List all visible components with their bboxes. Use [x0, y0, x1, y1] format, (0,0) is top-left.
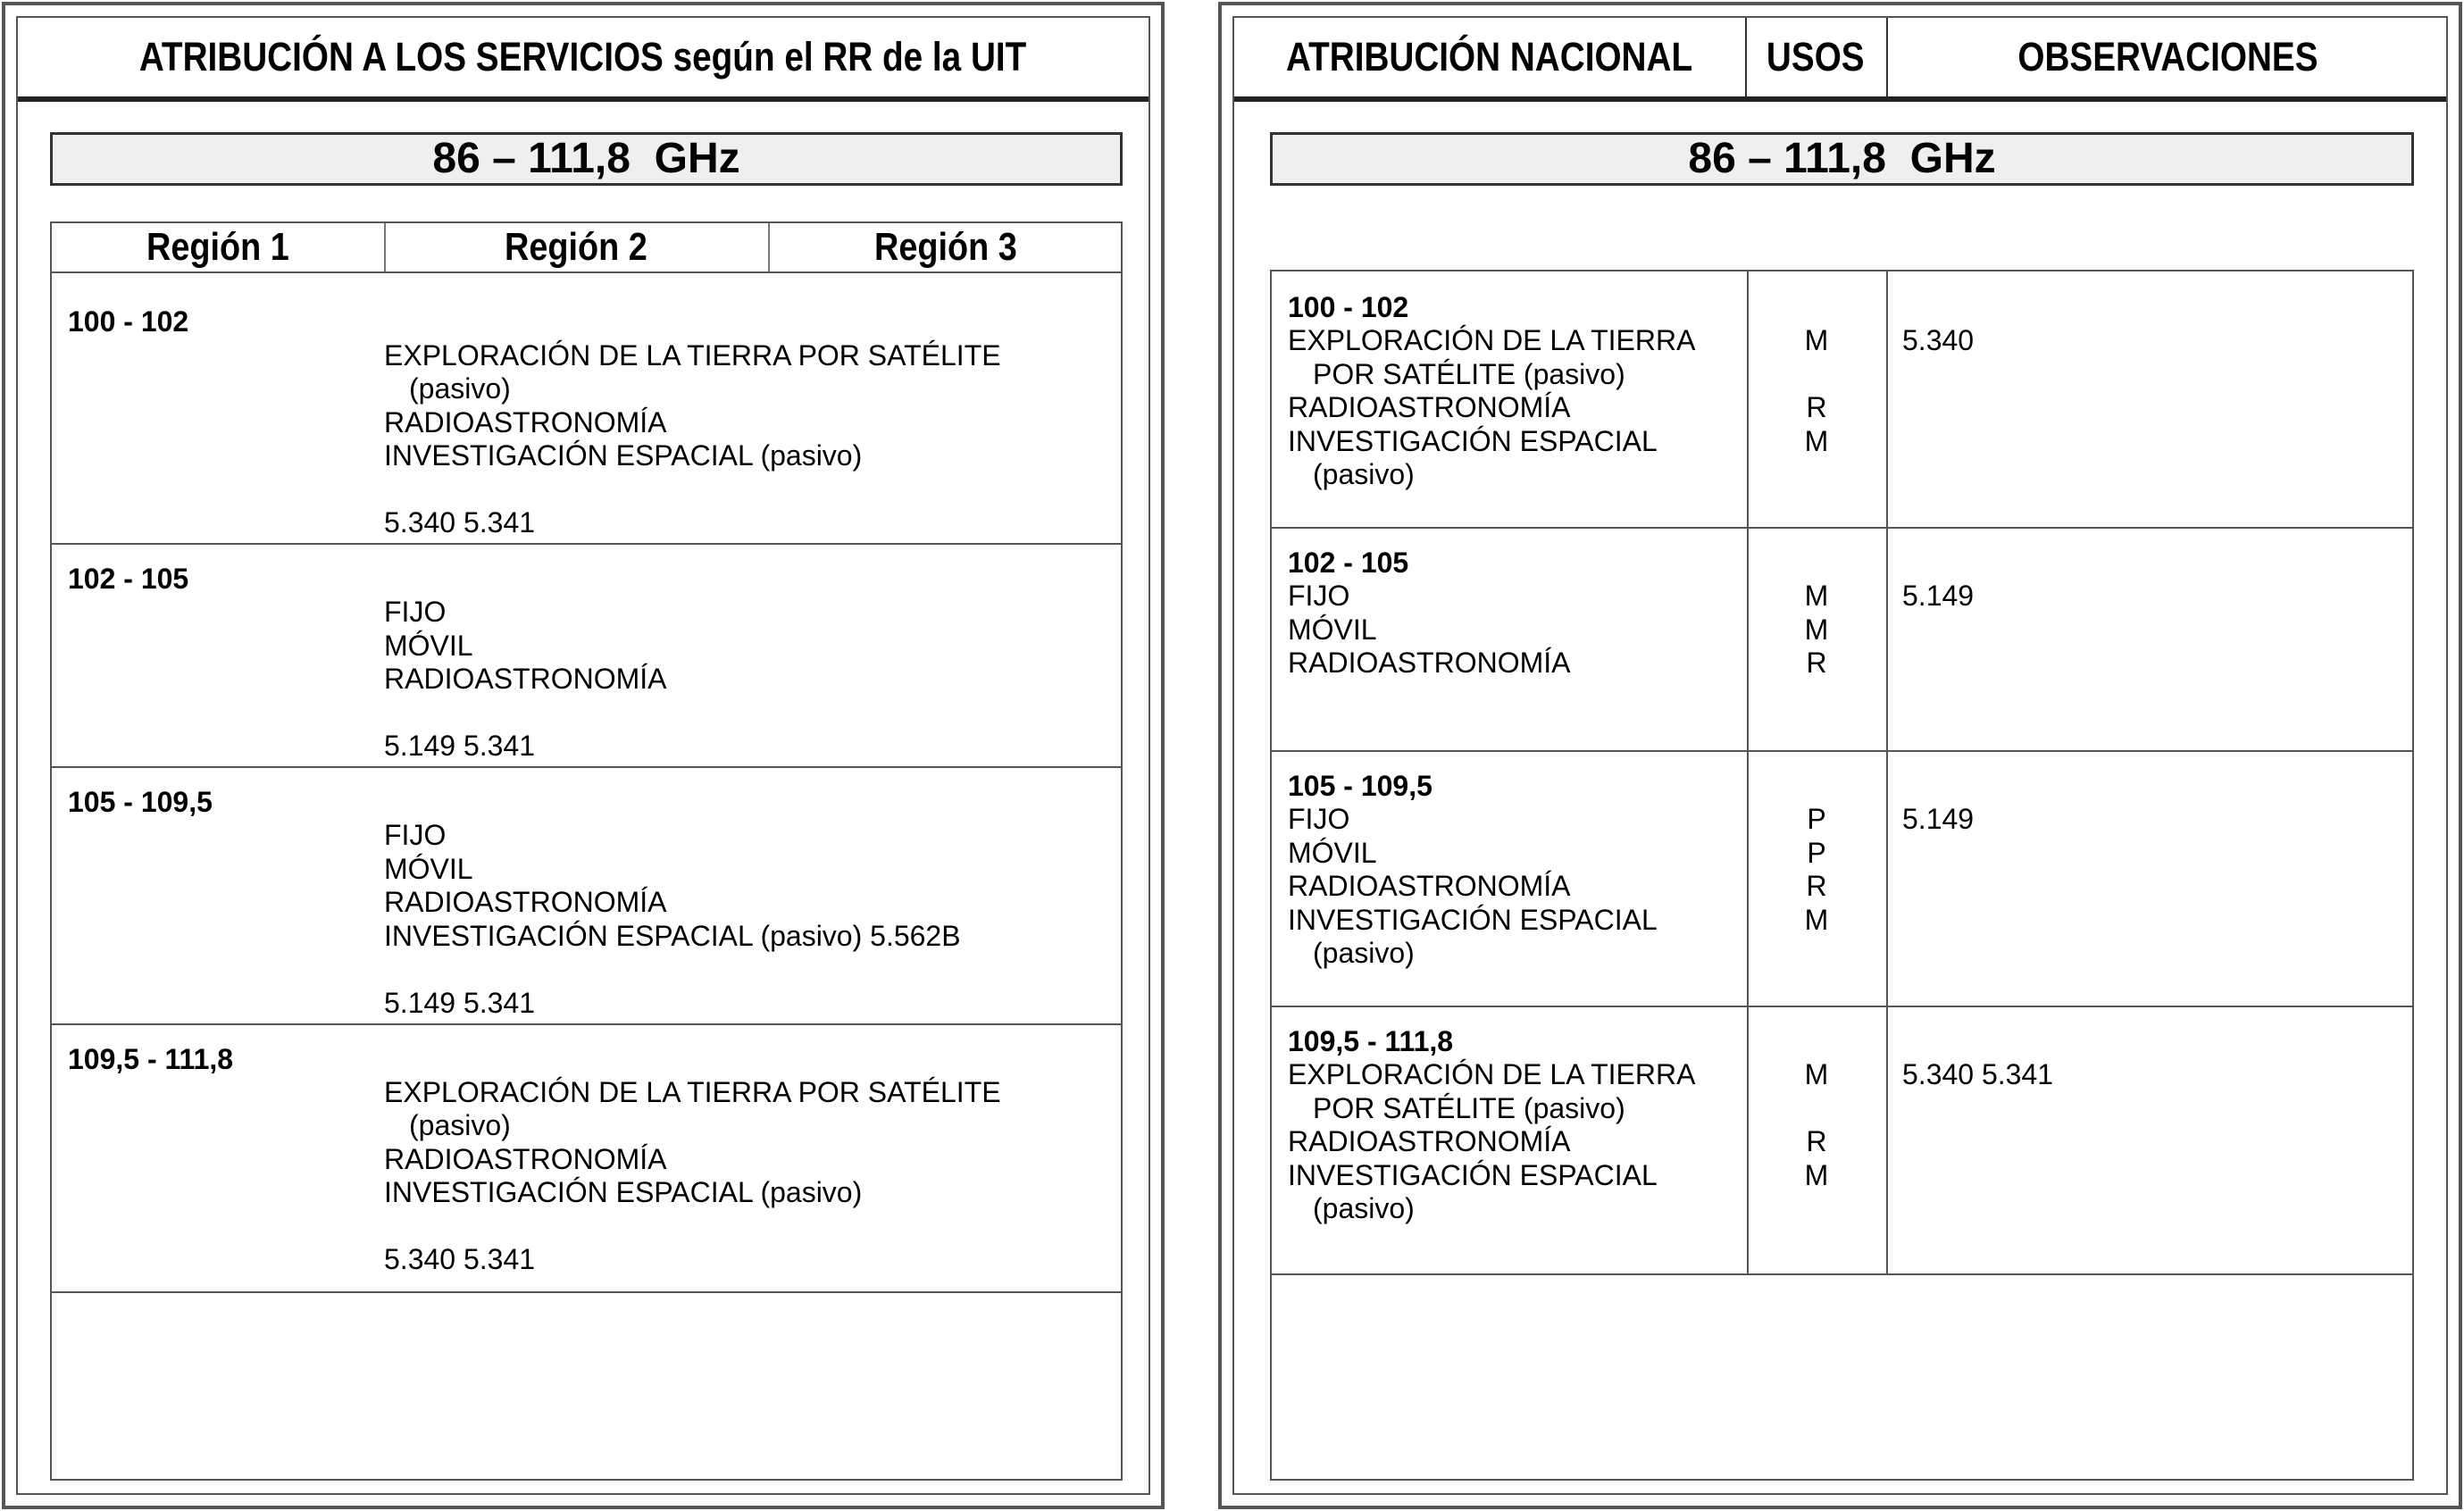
footnotes: 5.340 5.341: [384, 506, 536, 538]
service-line: INVESTIGACIÓN ESPACIAL: [1288, 1159, 1658, 1191]
uso-code: M: [1804, 1058, 1829, 1090]
service-line: RADIOASTRONOMÍA: [1288, 647, 1571, 679]
service-line: FIJO: [384, 819, 447, 851]
region-2-header: Región 2: [505, 225, 647, 269]
service-line: MÓVIL: [1288, 614, 1377, 646]
uso-code: R: [1806, 1125, 1827, 1157]
band-range: 100 - 102: [68, 305, 189, 338]
uso-code: R: [1806, 647, 1827, 679]
band-range: 100 - 102: [1288, 291, 1409, 323]
service-line: INVESTIGACIÓN ESPACIAL (pasivo): [384, 439, 863, 472]
footnotes: 5.340 5.341: [384, 1243, 536, 1275]
service-line: (pasivo): [1313, 937, 1415, 969]
block-divider: [52, 1291, 1121, 1293]
band-range: 102 - 105: [1288, 547, 1409, 579]
service-line: POR SATÉLITE (pasivo): [1313, 358, 1625, 390]
itu-allocation-frame: [16, 16, 1150, 1495]
region-3-header: Región 3: [873, 225, 1017, 269]
national-header: [1234, 18, 2446, 102]
service-line: RADIOASTRONOMÍA: [1288, 1125, 1571, 1157]
block-divider: [52, 766, 1121, 768]
uso-code: M: [1804, 580, 1829, 612]
uso-code: P: [1807, 837, 1826, 869]
block-divider: [1272, 527, 2412, 529]
uso-code: R: [1806, 391, 1827, 423]
service-line: INVESTIGACIÓN ESPACIAL: [1288, 425, 1658, 457]
service-line: RADIOASTRONOMÍA: [384, 886, 667, 918]
band-range: 105 - 109,5: [68, 786, 213, 818]
uso-code: M: [1804, 614, 1829, 646]
national-allocation-panel: [1218, 2, 2462, 1509]
block-divider: [1272, 750, 2412, 752]
service-line: RADIOASTRONOMÍA: [1288, 870, 1571, 902]
column-divider: [1886, 271, 1888, 1273]
service-line: (pasivo): [1313, 1192, 1415, 1224]
service-line: FIJO: [1288, 580, 1350, 612]
service-line: RADIOASTRONOMÍA: [384, 406, 667, 438]
service-line: INVESTIGACIÓN ESPACIAL: [1288, 904, 1658, 936]
uso-code: R: [1806, 870, 1827, 902]
observation: 5.149: [1902, 580, 1975, 612]
itu-band-title: 86 – 111,8 GHz: [50, 132, 1123, 186]
block-divider: [52, 1023, 1121, 1025]
national-table: [1270, 270, 2414, 1481]
uso-code: M: [1804, 425, 1829, 457]
footnotes: 5.149 5.341: [384, 987, 536, 1019]
service-line: (pasivo): [409, 372, 511, 405]
observation: 5.340 5.341: [1902, 1058, 2054, 1090]
service-line: FIJO: [1288, 803, 1350, 835]
band-range: 109,5 - 111,8: [1288, 1025, 1454, 1057]
itu-header: [18, 18, 1148, 102]
service-line: EXPLORACIÓN DE LA TIERRA POR SATÉLITE: [384, 339, 1001, 371]
observation: 5.340: [1902, 324, 1975, 356]
service-line: (pasivo): [409, 1109, 511, 1141]
service-line: EXPLORACIÓN DE LA TIERRA: [1288, 1058, 1696, 1090]
service-line: EXPLORACIÓN DE LA TIERRA POR SATÉLITE: [384, 1076, 1001, 1108]
itu-allocation-panel: [2, 2, 1165, 1509]
service-line: RADIOASTRONOMÍA: [384, 1143, 667, 1175]
service-line: RADIOASTRONOMÍA: [1288, 391, 1571, 423]
service-line: INVESTIGACIÓN ESPACIAL (pasivo) 5.562B: [384, 920, 961, 952]
region-1-header: Región 1: [146, 225, 289, 269]
footnotes: 5.149 5.341: [384, 730, 536, 762]
band-range: 109,5 - 111,8: [68, 1043, 234, 1075]
observation: 5.149: [1902, 803, 1975, 835]
header-usos: USOS: [1767, 34, 1865, 79]
uso-code: P: [1807, 803, 1826, 835]
service-line: FIJO: [384, 596, 447, 628]
region-header-row: [52, 223, 1121, 273]
itu-title: ATRIBUCIÓN A LOS SERVICIOS según el RR de la UIT: [139, 34, 1027, 79]
itu-table: [50, 221, 1123, 1481]
block-divider: [52, 543, 1121, 545]
service-line: MÓVIL: [384, 853, 473, 885]
uso-code: M: [1804, 904, 1829, 936]
service-line: RADIOASTRONOMÍA: [384, 663, 667, 695]
uso-code: M: [1804, 1159, 1829, 1191]
header-observaciones: OBSERVACIONES: [2017, 34, 2318, 79]
band-range: 105 - 109,5: [1288, 770, 1432, 802]
uso-code: M: [1804, 324, 1829, 356]
national-allocation-frame: [1232, 16, 2448, 1495]
service-line: INVESTIGACIÓN ESPACIAL (pasivo): [384, 1176, 863, 1208]
block-divider: [1272, 1273, 2412, 1275]
service-line: (pasivo): [1313, 458, 1415, 490]
service-line: POR SATÉLITE (pasivo): [1313, 1092, 1625, 1124]
service-line: EXPLORACIÓN DE LA TIERRA: [1288, 324, 1696, 356]
national-band-title: 86 – 111,8 GHz: [1270, 132, 2414, 186]
header-national-allocation: ATRIBUCIÓN NACIONAL: [1286, 34, 1693, 79]
service-line: MÓVIL: [384, 630, 473, 662]
service-line: MÓVIL: [1288, 837, 1377, 869]
block-divider: [1272, 1006, 2412, 1007]
band-range: 102 - 105: [68, 563, 189, 595]
